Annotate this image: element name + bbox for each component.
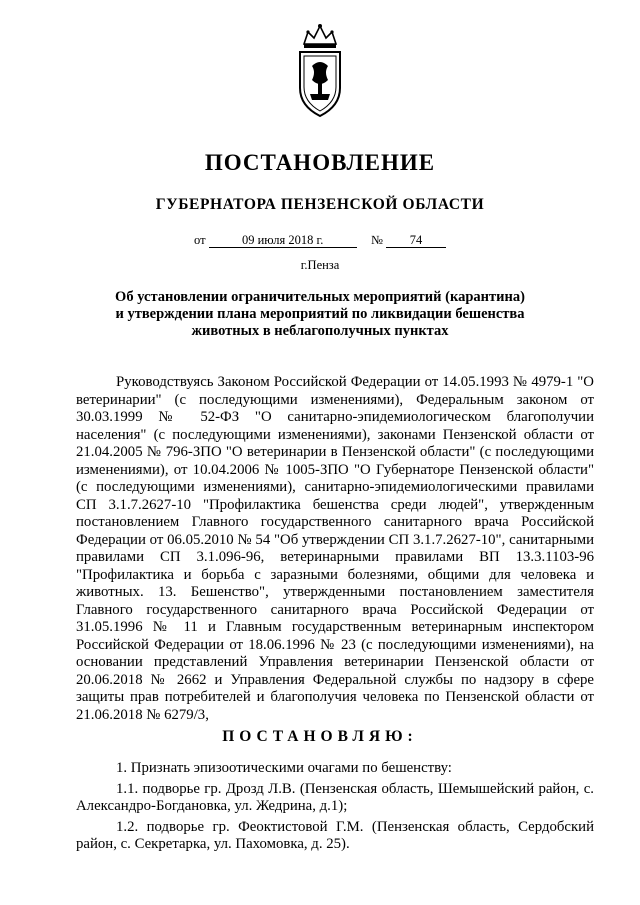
preamble-text: Руководствуясь Законом Российской Федерации от 14.05.1993 № 4979-1 "О ветеринарии" (с последующими изменениями), Федеральным законом от 30.03.1999 № 52-ФЗ "О санитарно-эпидемиологическом благополучии населения" (с последующими изменениями), законами Пензенской области от 21.04.2005 № 796-ЗПО "О ветеринарии в Пензенской области" (с последующими изменениями), от 10.04.2006 № 1005-ЗПО "О Губернаторе Пензенской области" (с последующими изменениями), санитарно-эпидемиологическими правилами СП 3.1.7.2627-10 "Профилактика бешенства среди людей", утвержденным постановлением Главного государственного санитарного врача Российской Федерации от 06.05.2010 № 54 "Об утверждении СП 3.1.7.2627-10", санитарными правилами СП 3.1.096-96, ветеринарными правилами ВП 13.3.1103-96 "Профилактика и борьба с заразными болезнями, общими для человека и животных. 13. Бешенство", утвержденными постановлением заместителя Главного государственного санитарного врача Российской Федерации от 31.05.1996 № 11 и Главным государственным ветеринарным инспектором Российской Федерации от 18.06.1996 № 23 (с последующими изменениями), на основании представлений Управления ветеринарии Пензенской области от 20.06.2018 № 2662 и Управления Федеральной службы по надзору в сфере защиты прав потребителей и благополучия человека по Пензенской области от 21.06.2018 № 6279/3, bbox=[76, 374, 594, 723]
list-item: 1.1. подворье гр. Дрозд Л.В. (Пензенская область, Шемышейский район, с. Александро-Богдановка, ул. Жедрина, д.1); bbox=[76, 780, 594, 814]
document-subject: Об установлении ограничительных мероприятий (карантина) и утверждении плана мероприятий по ликвидации бешенства животных в неблагополучных пунктах bbox=[115, 289, 525, 339]
date-prefix: от bbox=[194, 233, 206, 247]
list-item: 1. Признать эпизоотическими очагами по бешенству: bbox=[116, 760, 452, 776]
decree-heading: ПОСТАНОВЛЯЮ: bbox=[222, 728, 418, 745]
date-field: 09 июля 2018 г. bbox=[209, 233, 357, 248]
document-issuer: ГУБЕРНАТОРА ПЕНЗЕНСКОЙ ОБЛАСТИ bbox=[155, 196, 485, 213]
number-field: 74 bbox=[386, 233, 446, 248]
date-number-line bbox=[0, 233, 640, 248]
city-name: г.Пенза bbox=[300, 258, 340, 272]
coat-of-arms-emblem bbox=[294, 22, 346, 122]
document-title: ПОСТАНОВЛЕНИЕ bbox=[204, 150, 436, 175]
list-item: 1.2. подворье гр. Феоктистовой Г.М. (Пензенская область, Сердобский район, с. Секретарка, ул. Пахомовка, д. 25). bbox=[76, 818, 594, 852]
number-prefix: № bbox=[370, 233, 383, 247]
decree-items bbox=[76, 760, 594, 857]
